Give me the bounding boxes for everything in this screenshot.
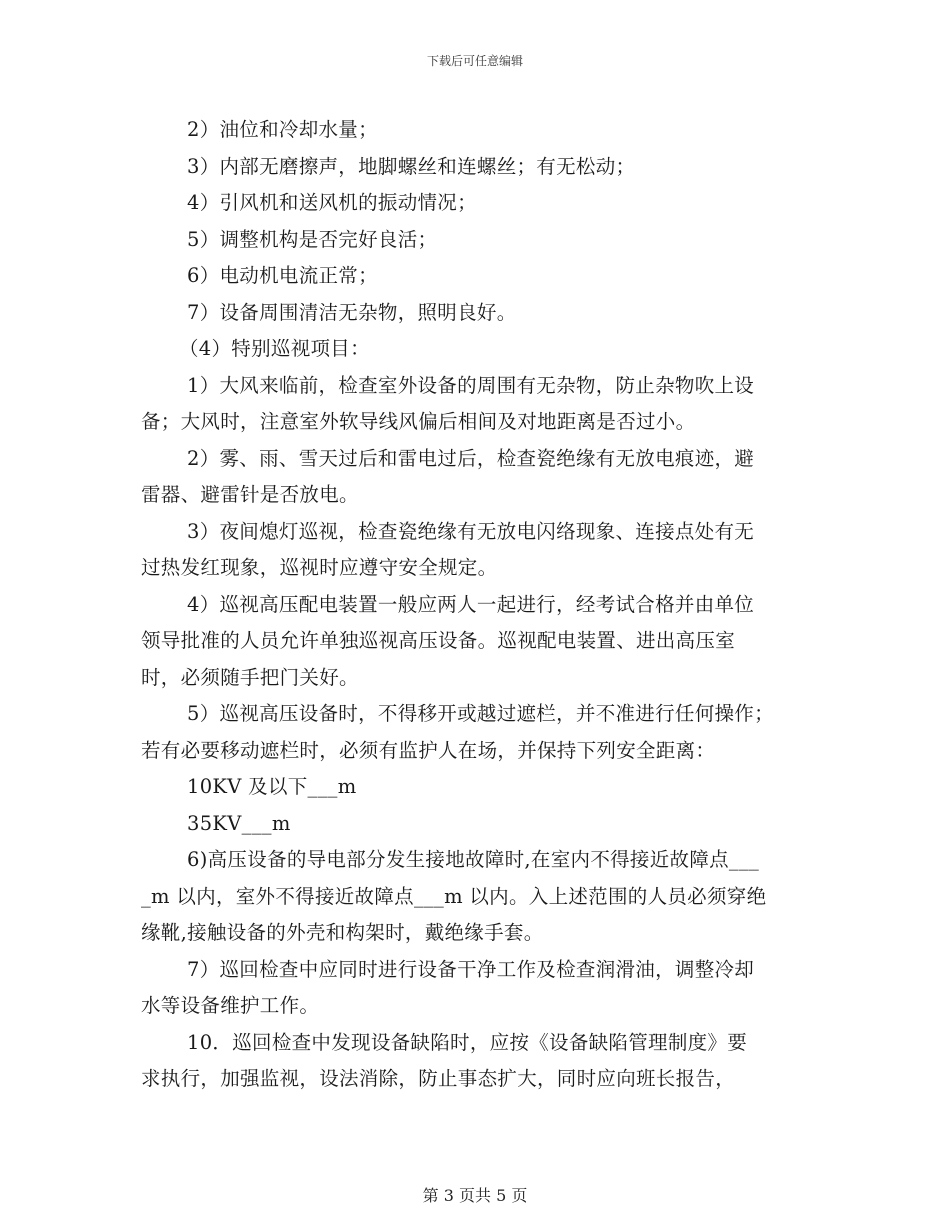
- paragraph-line: 10KV 及以下___m: [187, 775, 357, 798]
- paragraph-line: 7）巡回检查中应同时进行设备干净工作及检查润滑油，调整冷却: [187, 957, 755, 981]
- paragraph-line: 雷器、避雷针是否放电。: [141, 483, 359, 506]
- paragraph-line: 2）雾、雨、雪天过后和雷电过后，检查瓷绝缘有无放电痕迹，避: [187, 446, 755, 470]
- document-body: [141, 112, 813, 1098]
- paragraph-line: 35KV___m: [187, 811, 291, 835]
- paragraph-line: 4）巡视高压配电装置一般应两人一起进行，经考试合格并由单位: [187, 592, 755, 616]
- paragraph-line: 时，必须随手把门关好。: [141, 665, 359, 689]
- section-heading: （4）特别巡视项目：: [179, 337, 370, 360]
- list-item: 7）设备周围清洁无杂物，照明良好。: [187, 300, 517, 324]
- paragraph-line: 过热发红现象，巡视时应遵守安全规定。: [141, 556, 498, 579]
- paragraph-line: 缘靴,接触设备的外壳和构架时，戴绝缘手套。: [141, 921, 544, 944]
- list-item: 3）内部无磨擦声，地脚螺丝和连螺丝；有无松动；: [187, 154, 636, 178]
- paragraph-line: 3）夜间熄灯巡视，检查瓷绝缘有无放电闪络现象、连接点处有无: [187, 519, 755, 543]
- page-footer: 第 3 页共 5 页: [422, 1186, 528, 1205]
- list-item: 4）引风机和送风机的振动情况；: [187, 191, 477, 214]
- paragraph-line: 若有必要移动遮栏时，必须有监护人在场，并保持下列安全距离：: [141, 738, 716, 762]
- paragraph-line: _m 以内，室外不得接近故障点___m 以内。入上述范围的人员必须穿绝: [141, 884, 767, 908]
- paragraph-line: 6)高压设备的导电部分发生接地故障时,在室内不得接近故障点___: [187, 848, 760, 871]
- paragraph-line: 水等设备维护工作。: [141, 994, 320, 1017]
- list-item: 5）调整机构是否完好良活；: [187, 227, 438, 251]
- page-header: 下载后可任意编辑: [426, 54, 523, 68]
- paragraph-line: 领导批准的人员允许单独巡视高压设备。巡视配电装置、进出高压室: [141, 629, 736, 652]
- list-item: 6）电动机电流正常；: [187, 264, 378, 287]
- paragraph-line: 求执行，加强监视，设法消除，防止事态扩大，同时应向班长报告，: [141, 1067, 736, 1090]
- paragraph-line: 10．巡回检查中发现设备缺陷时，应按《设备缺陷管理制度》要: [187, 1030, 748, 1054]
- paragraph-line: 1）大风来临前，检查室外设备的周围有无杂物，防止杂物吹上设: [187, 373, 755, 397]
- paragraph-line: 5）巡视高压设备时，不得移开或越过遮栏，并不准进行任何操作；: [187, 702, 774, 725]
- list-item: 2）油位和冷却水量；: [187, 118, 378, 141]
- paragraph-line: 备；大风时，注意室外软导线风偏后相间及对地距离是否过小。: [141, 410, 696, 433]
